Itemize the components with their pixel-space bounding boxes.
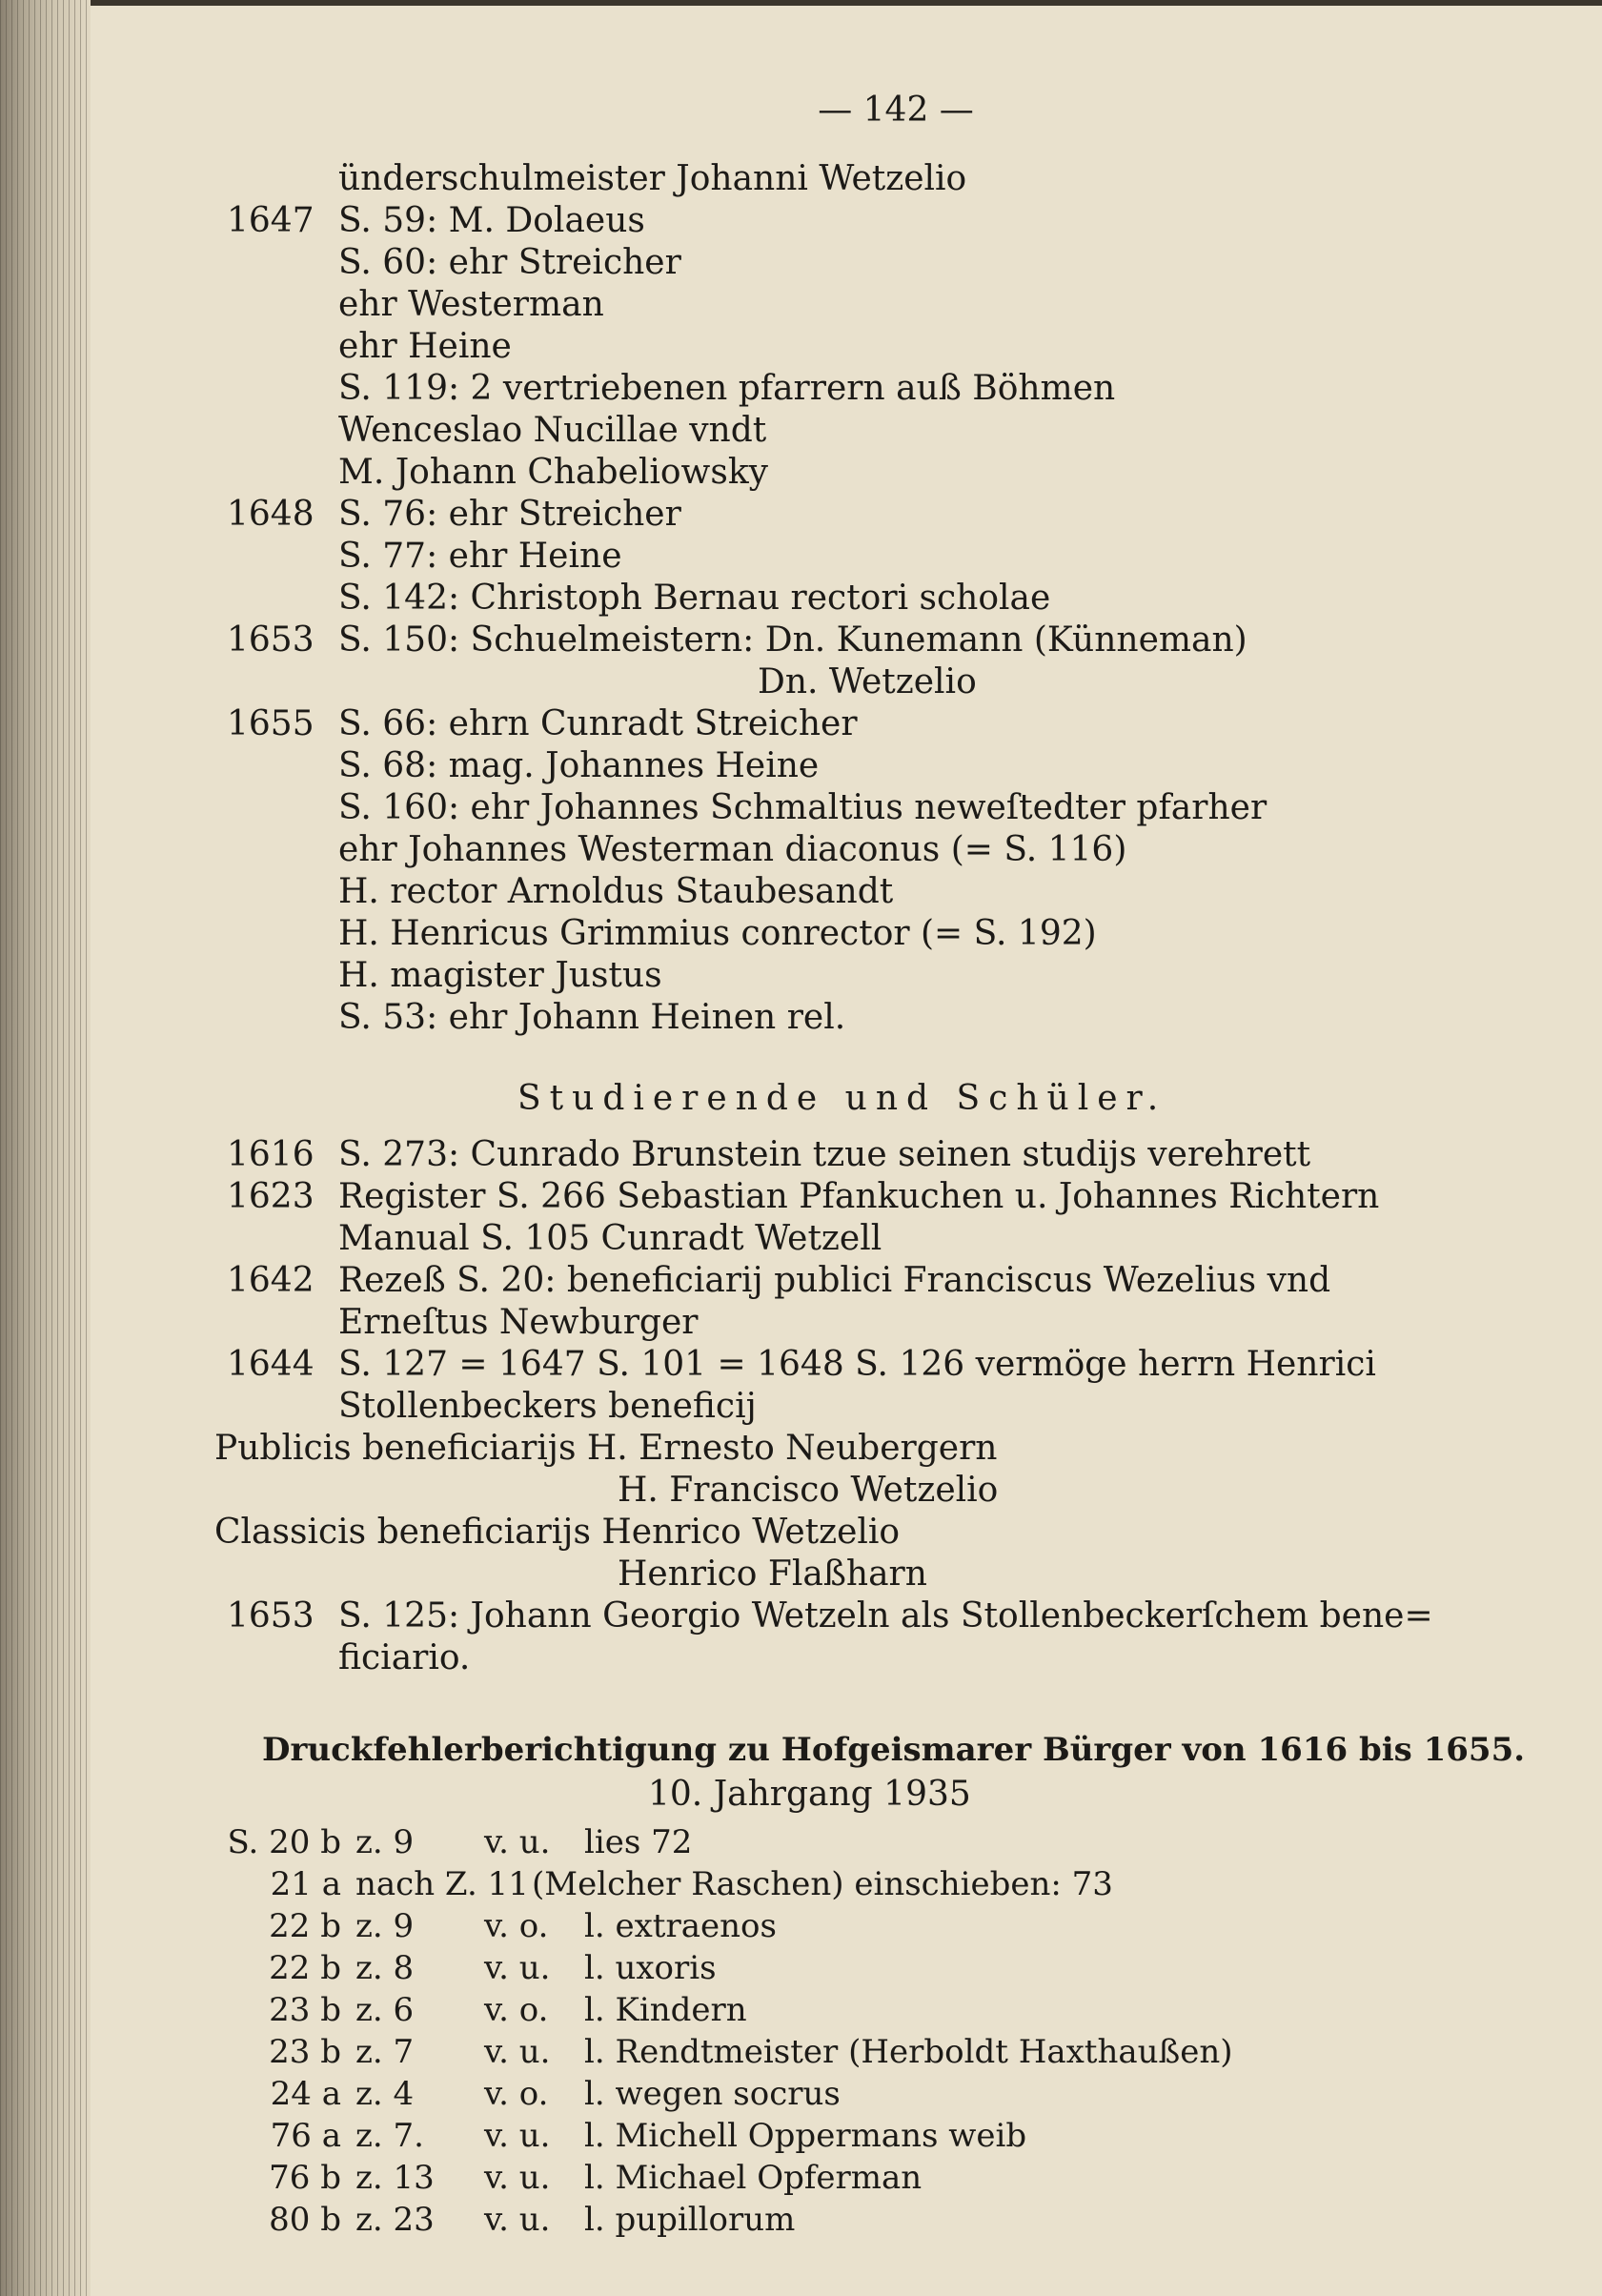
document-page xyxy=(91,0,1602,2296)
entry-text: Erneſtus Newburger xyxy=(338,1303,699,1342)
errata-line: z. 9 xyxy=(355,1823,415,1861)
errata-page: 76 a xyxy=(270,2117,341,2155)
errata-row xyxy=(227,2199,1370,2241)
errata-row xyxy=(227,2115,1370,2157)
entry-text: Henrico Flaßharn xyxy=(618,1554,927,1594)
entry-text: ünderschulmeister Johanni Wetzelio xyxy=(338,159,967,198)
entry-text: S. 59: M. Dolaeus xyxy=(338,201,645,240)
errata-dir: v. u. xyxy=(484,1823,551,1861)
entry-year: 1653 xyxy=(227,620,314,660)
entry-text: Publicis beneficiarijs H. Ernesto Neubergern xyxy=(214,1429,998,1468)
entry-year: 1642 xyxy=(227,1261,314,1300)
entry-text: ehr Heine xyxy=(338,327,512,366)
errata-line: z. 6 xyxy=(355,1991,415,2029)
errata-dir: v. u. xyxy=(484,2117,551,2155)
entry-text: Classicis beneficiarijs Henrico Wetzelio xyxy=(214,1513,901,1552)
entry-text: S. 77: ehr Heine xyxy=(338,537,622,576)
entry-text: Manual S. 105 Cunradt Wetzell xyxy=(338,1219,882,1258)
book-binding xyxy=(0,0,91,2296)
errata-title: Druckfehlerberichtigung zu Hofgeismarer Bürger von 1616 bis 1655. xyxy=(262,1731,1526,1769)
errata-fix: l. Rendtmeister (Herboldt Haxthaußen) xyxy=(584,2033,1233,2071)
entry-text: H. Francisco Wetzelio xyxy=(618,1471,999,1510)
entry-year: 1655 xyxy=(227,704,314,743)
errata-dir: v. u. xyxy=(484,2159,551,2197)
errata-fix: lies 72 xyxy=(584,1823,693,1861)
errata-page: S. 20 b xyxy=(227,1823,341,1861)
entry-text: Wenceslao Nucillae vndt xyxy=(338,411,767,450)
errata-fix: l. wegen socrus xyxy=(584,2075,841,2113)
entry-text: S. 142: Christoph Bernau rectori scholae xyxy=(338,579,1051,618)
errata-line: nach Z. 11 xyxy=(355,1865,529,1903)
entry-text: ehr Johannes Westerman diaconus (= S. 116) xyxy=(338,830,1127,869)
errata-row xyxy=(227,2157,1370,2199)
entry-year: 1623 xyxy=(227,1177,314,1216)
entry-text: S. 66: ehrn Cunradt Streicher xyxy=(338,704,858,743)
entry-text: Stollenbeckers beneficij xyxy=(338,1387,757,1426)
errata-dir: v. u. xyxy=(484,1949,551,1987)
errata-dir: v. u. xyxy=(484,2201,551,2239)
errata-dir: v. o. xyxy=(484,1991,549,2029)
entry-text: H. rector Arnoldus Staubesandt xyxy=(338,872,894,911)
entry-year: 1653 xyxy=(227,1596,314,1636)
errata-line: z. 4 xyxy=(355,2075,415,2113)
errata-row xyxy=(227,2031,1370,2073)
errata-page: 22 b xyxy=(269,1907,341,1945)
errata-line: z. 13 xyxy=(355,2159,435,2197)
errata-row xyxy=(227,1989,1370,2031)
errata-dir: v. o. xyxy=(484,1907,549,1945)
entry-text: H. Henricus Grimmius conrector (= S. 192) xyxy=(338,914,1097,953)
errata-fix: l. Kindern xyxy=(584,1991,747,2029)
errata-fix: l. pupillorum xyxy=(584,2201,796,2239)
errata-dir: v. u. xyxy=(484,2033,551,2071)
errata-page: 21 a xyxy=(270,1865,341,1903)
entry-text: S. 76: ehr Streicher xyxy=(338,495,681,534)
errata-line: z. 7 xyxy=(355,2033,415,2071)
errata-line: z. 8 xyxy=(355,1949,415,1987)
errata-fix: l. uxoris xyxy=(584,1949,717,1987)
errata-page: 23 b xyxy=(269,2033,341,2071)
entry-text: Register S. 266 Sebastian Pfankuchen u. Johannes Richtern xyxy=(338,1177,1380,1216)
entry-year: 1644 xyxy=(227,1345,314,1384)
errata-page: 76 b xyxy=(269,2159,341,2197)
entry-text: Dn. Wetzelio xyxy=(758,662,977,701)
entry-year: 1648 xyxy=(227,495,314,534)
page-number: — 142 — xyxy=(818,91,974,130)
entry-text: S. 53: ehr Johann Heinen rel. xyxy=(338,998,846,1037)
errata-fix: l. extraenos xyxy=(584,1907,777,1945)
entry-text: S. 125: Johann Georgio Wetzeln als Stollenbeckerſchem bene= xyxy=(338,1596,1433,1636)
errata-line: z. 9 xyxy=(355,1907,415,1945)
errata-page: 22 b xyxy=(269,1949,341,1987)
entry-text: S. 150: Schuelmeistern: Dn. Kunemann (Künneman) xyxy=(338,620,1247,660)
entry-text: H. magister Justus xyxy=(338,956,662,995)
errata-fix: l. Michell Oppermans weib xyxy=(584,2117,1027,2155)
entry-text: S. 119: 2 vertriebenen pfarrern auß Böhmen xyxy=(338,369,1116,408)
entry-text: S. 60: ehr Streicher xyxy=(338,243,681,282)
errata-fix: (Melcher Raschen) einschieben: 73 xyxy=(532,1865,1113,1903)
entry-year: 1616 xyxy=(227,1135,314,1174)
errata-subtitle: 10. Jahrgang 1935 xyxy=(648,1775,971,1814)
entry-text: Rezeß S. 20: beneficiarij publici Franciscus Wezelius vnd xyxy=(338,1261,1331,1300)
entry-text: ehr Westerman xyxy=(338,285,604,324)
errata-row xyxy=(227,1947,1370,1989)
entry-text: ficiario. xyxy=(338,1638,471,1677)
entry-text: S. 68: mag. Johannes Heine xyxy=(338,746,820,785)
errata-line: z. 23 xyxy=(355,2201,435,2239)
errata-line: z. 7. xyxy=(355,2117,424,2155)
entry-text: S. 127 = 1647 S. 101 = 1648 S. 126 vermöge herrn Henrici xyxy=(338,1345,1376,1384)
entry-text: S. 273: Cunrado Brunstein tzue seinen studijs verehrett xyxy=(338,1135,1311,1174)
errata-fix: l. Michael Opferman xyxy=(584,2159,923,2197)
errata-page: 80 b xyxy=(269,2201,341,2239)
errata-row xyxy=(227,1905,1370,1947)
entry-year: 1647 xyxy=(227,201,314,240)
students-heading: Studierende und Schüler. xyxy=(517,1079,1167,1118)
entry-text: S. 160: ehr Johannes Schmaltius neweſtedter pfarher xyxy=(338,788,1267,827)
errata-row xyxy=(227,1863,1370,1905)
errata-dir: v. o. xyxy=(484,2075,549,2113)
errata-row xyxy=(227,1821,1370,1863)
errata-row xyxy=(227,2073,1370,2115)
errata-page: 24 a xyxy=(270,2075,341,2113)
errata-page: 23 b xyxy=(269,1991,341,2029)
entry-text: M. Johann Chabeliowsky xyxy=(338,453,769,492)
